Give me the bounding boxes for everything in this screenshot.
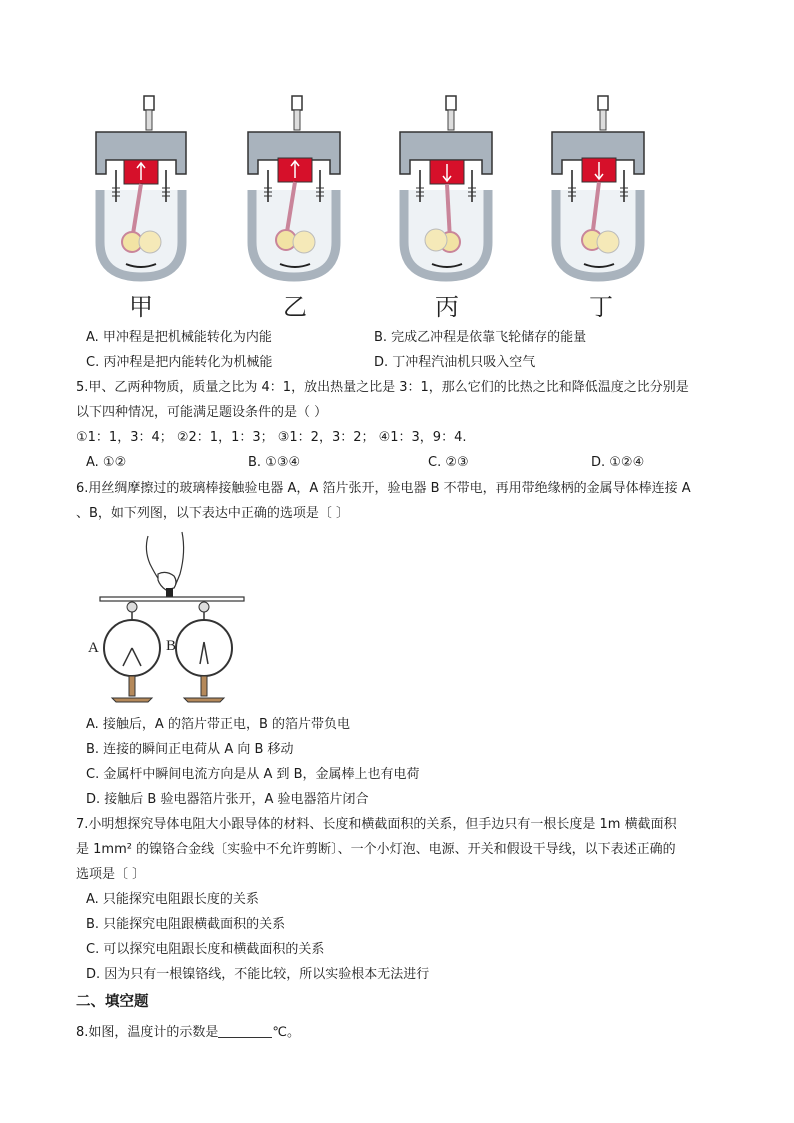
electroscope-a-label: A [88, 640, 99, 656]
q6-option-a: A. 接触后，A 的箔片带正电，B 的箔片带负电 [86, 717, 351, 732]
q5-option-b: B. ①③④ [248, 455, 301, 470]
q5-stem-line2: 以下四种情况，可能满足题设条件的是（ ） [76, 405, 328, 420]
q8-answer-blank [218, 1023, 272, 1038]
engine-label-ding: 丁 [589, 293, 613, 321]
engine-label-jia: 甲 [129, 293, 153, 321]
engine-bing [392, 92, 502, 322]
q4-option-b: B. 完成乙冲程是依靠飞轮储存的能量 [374, 330, 587, 345]
q7-option-a: A. 只能探究电阻跟长度的关系 [86, 892, 259, 907]
q8-stem [76, 1023, 300, 1043]
q6-option-c: C. 金属杆中瞬间电流方向是从 A 到 B，金属棒上也有电荷 [86, 767, 420, 782]
electroscope-b-label: B [166, 638, 177, 654]
q4-option-a: A. 甲冲程是把机械能转化为内能 [86, 330, 272, 345]
engine-yi [240, 92, 350, 322]
section-title-fill-in: 二、填空题 [76, 994, 149, 1010]
q5-option-a: A. ①② [86, 455, 127, 470]
q7-option-b: B. 只能探究电阻跟横截面积的关系 [86, 917, 286, 932]
q6-stem-line1: 6.用丝绸摩擦过的玻璃棒接触验电器 A，A 箔片张开，验电器 B 不带电，再用带绝缘柄的金属导体棒连接 A [76, 481, 691, 496]
q8-suffix: ℃。 [272, 1025, 301, 1040]
engine-ding [546, 92, 656, 322]
q7-option-c: C. 可以探究电阻跟长度和横截面积的关系 [86, 942, 325, 957]
q7-stem-line3: 选项是〔 〕 [76, 867, 146, 882]
engine-label-yi: 乙 [283, 293, 307, 321]
q7-stem-line2: 是 1mm² 的镍铬合金线〔实验中不允许剪断〕、一个小灯泡、电源、开关和假设干导线，以下表述正确的 [76, 842, 676, 857]
q4-option-c: C. 丙冲程是把内能转化为机械能 [86, 355, 273, 370]
q7-stem-line1: 7.小明想探究导体电阻大小跟导体的材料、长度和横截面积的关系，但手边只有一根长度是 1m 横截面积 [76, 817, 677, 832]
engine-jia [86, 92, 196, 322]
q7-option-d: D. 因为只有一根镍铬线，不能比较，所以实验根本无法进行 [86, 967, 430, 982]
q5-option-c: C. ②③ [428, 455, 469, 470]
q4-option-d: D. 丁冲程汽油机只吸入空气 [374, 355, 536, 370]
q5-stem-line1: 5.甲、乙两种物质，质量之比为 4：1，放出热量之比是 3：1，那么它们的比热之比和降低温度之比分别是 [76, 380, 689, 395]
q8-prefix: 8.如图，温度计的示数是 [76, 1025, 219, 1040]
q6-stem-line2: 、B，如下列图，以下表达中正确的选项是〔 〕 [76, 506, 350, 521]
engine-label-bing: 丙 [435, 293, 459, 321]
electroscope-figure [86, 530, 256, 710]
q6-option-d: D. 接触后 B 验电器箔片张开，A 验电器箔片闭合 [86, 792, 369, 807]
q5-option-d: D. ①②④ [591, 455, 645, 470]
engine-strokes-figure [86, 92, 666, 322]
q6-option-b: B. 连接的瞬间正电荷从 A 向 B 移动 [86, 742, 294, 757]
q5-cases: ①1：1，3：4； ②2：1，1：3； ③1：2，3：2； ④1：3，9：4. [76, 430, 467, 445]
